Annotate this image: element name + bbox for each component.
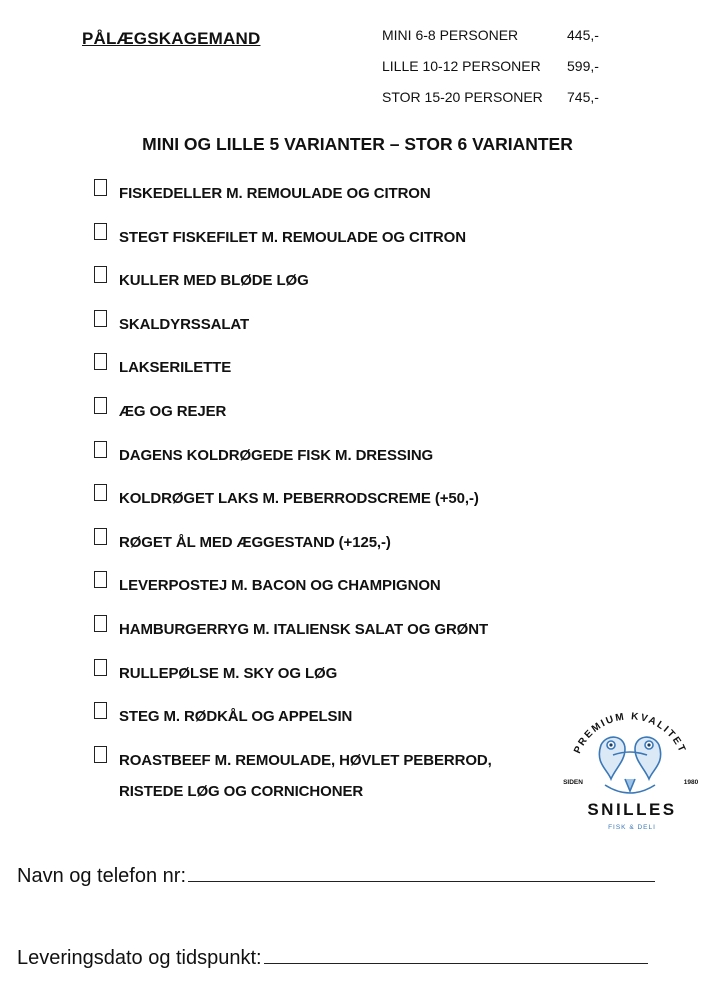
- item-label: LAKSERILETTE: [119, 359, 232, 377]
- item-checkbox[interactable]: [94, 484, 107, 501]
- item-label: KULLER MED BLØDE LØG: [119, 272, 309, 290]
- item-label: RØGET ÅL MED ÆGGESTAND (+125,-): [119, 533, 391, 551]
- logo-since: SIDEN: [563, 779, 583, 786]
- name-phone-line[interactable]: [188, 865, 655, 882]
- item-label: ROASTBEEF M. REMOULADE, HØVLET PEBERROD,: [119, 751, 492, 769]
- variants-subtitle: MINI OG LILLE 5 VARIANTER – STOR 6 VARIANTER: [142, 134, 573, 154]
- item-label: HAMBURGERRYG M. ITALIENSK SALAT OG GRØNT: [119, 620, 489, 638]
- item-label: ÆG OG REJER: [119, 402, 227, 420]
- item-checkbox[interactable]: [94, 310, 107, 327]
- item-checkbox[interactable]: [94, 702, 107, 719]
- delivery-line[interactable]: [264, 947, 648, 964]
- item-checkbox[interactable]: [94, 266, 107, 283]
- item-label: STEG M. RØDKÅL OG APPELSIN: [119, 708, 353, 726]
- item-checkbox[interactable]: [94, 659, 107, 676]
- item-label: LEVERPOSTEJ M. BACON OG CHAMPIGNON: [119, 577, 441, 595]
- logo-year: 1980: [683, 779, 699, 786]
- item-label: KOLDRØGET LAKS M. PEBERRODSCREME (+50,-): [119, 490, 479, 508]
- item-label: STEGT FISKEFILET M. REMOULADE OG CITRON: [119, 228, 466, 246]
- item-checkbox[interactable]: [94, 746, 107, 763]
- item-label: DAGENS KOLDRØGEDE FISK M. DRESSING: [119, 446, 434, 464]
- name-phone-label: Navn og telefon nr:: [17, 865, 186, 887]
- price-size: LILLE 10-12 PERSONER: [382, 58, 541, 74]
- item-checkbox[interactable]: [94, 397, 107, 414]
- item-label-continued: RISTEDE LØG OG CORNICHONER: [119, 782, 364, 800]
- item-checkbox[interactable]: [94, 571, 107, 588]
- item-checkbox[interactable]: [94, 528, 107, 545]
- item-label: SKALDYRSSALAT: [119, 315, 250, 333]
- logo-tagline: FISK & DELI: [608, 824, 656, 831]
- item-label: RULLEPØLSE M. SKY OG LØG: [119, 664, 338, 682]
- delivery-field[interactable]: [17, 947, 648, 970]
- menu-title: PÅLÆGSKAGEMAND: [82, 29, 261, 48]
- item-checkbox[interactable]: [94, 179, 107, 196]
- item-checkbox[interactable]: [94, 441, 107, 458]
- fish-icon: [599, 737, 660, 793]
- logo-brand: SNILLES: [587, 800, 677, 819]
- price-value: 599,-: [567, 58, 599, 74]
- item-checkbox[interactable]: [94, 353, 107, 370]
- snilles-logo: [555, 705, 705, 835]
- item-checkbox[interactable]: [94, 223, 107, 240]
- item-label: FISKEDELLER M. REMOULADE OG CITRON: [119, 185, 431, 202]
- price-size: MINI 6-8 PERSONER: [382, 27, 519, 43]
- price-value: 445,-: [567, 27, 599, 43]
- delivery-label: Leveringsdato og tidspunkt:: [17, 947, 262, 969]
- price-size: STOR 15-20 PERSONER: [382, 89, 543, 105]
- price-value: 745,-: [567, 89, 599, 105]
- logo-arc-text: PREMIUM KVALITET: [572, 711, 688, 756]
- name-phone-field[interactable]: [17, 865, 655, 888]
- item-checkbox[interactable]: [94, 615, 107, 632]
